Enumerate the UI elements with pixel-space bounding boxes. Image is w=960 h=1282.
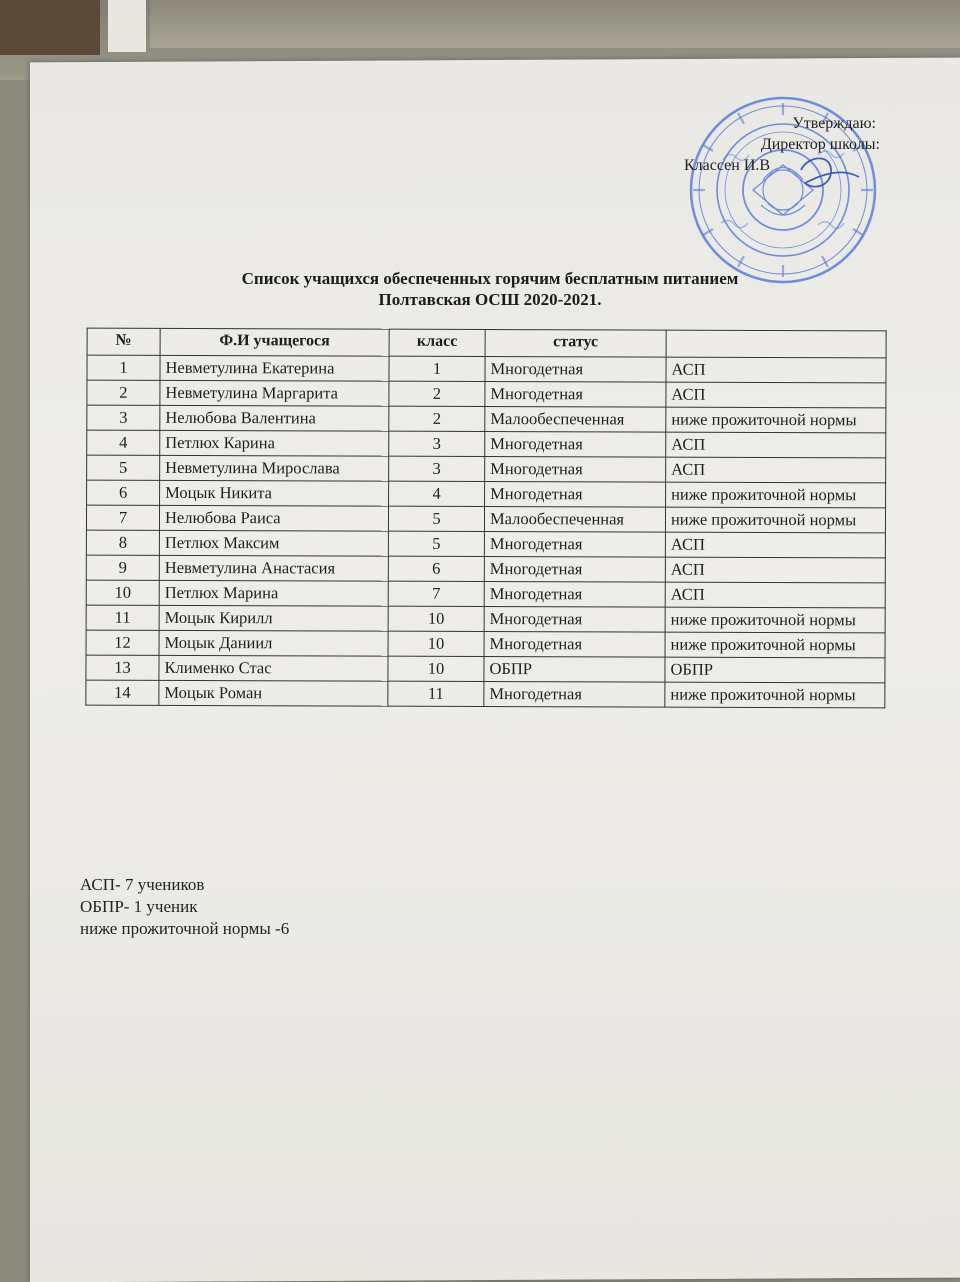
- summary-obpr: ОБПР- 1 ученик: [80, 897, 198, 916]
- cell-name: Невметулина Анастасия: [159, 555, 388, 581]
- summary-block: [80, 874, 289, 940]
- cell-number: 12: [86, 630, 159, 655]
- cell-class: 10: [388, 656, 484, 681]
- header-name: Ф.И учащегося: [160, 328, 389, 356]
- cell-class: 4: [389, 481, 485, 506]
- cell-name: Невметулина Екатерина: [160, 355, 389, 381]
- cell-status: Малообеспеченная: [485, 406, 666, 432]
- table-row: [86, 505, 885, 533]
- cell-status: Многодетная: [485, 481, 666, 507]
- cell-class: 11: [388, 681, 484, 706]
- cell-name: Петлюх Марина: [159, 580, 388, 606]
- cell-note: АСП: [665, 532, 885, 558]
- cell-class: 2: [389, 406, 485, 431]
- header-number: №: [87, 328, 160, 355]
- cell-note: АСП: [665, 582, 885, 608]
- approval-line-name: Классен И.В: [684, 157, 771, 174]
- table-row: [86, 580, 885, 608]
- approval-line-director: Директор школы:: [760, 136, 880, 153]
- title-line-2: Полтавская ОСШ 2020-2021.: [378, 290, 602, 309]
- cell-name: Невметулина Мирослава: [160, 455, 389, 481]
- table-row: [86, 655, 885, 683]
- table-row: [87, 455, 886, 483]
- cell-note: АСП: [666, 457, 886, 483]
- header-note: [666, 330, 886, 358]
- cell-note: АСП: [665, 557, 885, 583]
- cell-number: 14: [86, 680, 159, 705]
- cell-name: Петлюх Карина: [160, 430, 389, 456]
- cell-note: АСП: [666, 432, 886, 458]
- cell-name: Нелюбова Раиса: [159, 505, 388, 531]
- table-row: [87, 405, 886, 433]
- approval-block: [684, 113, 884, 176]
- cell-status: Многодетная: [484, 531, 665, 557]
- cell-number: 6: [87, 480, 160, 505]
- cell-number: 7: [86, 505, 159, 530]
- cell-note: ниже прожиточной нормы: [665, 607, 885, 633]
- cell-number: 2: [87, 380, 160, 405]
- cell-number: 8: [86, 530, 159, 555]
- cell-status: Многодетная: [484, 631, 665, 657]
- cell-number: 10: [86, 580, 159, 605]
- cell-number: 1: [87, 355, 160, 380]
- table-header-row: [87, 328, 886, 358]
- cell-status: Многодетная: [484, 606, 665, 632]
- cell-note: ниже прожиточной нормы: [666, 407, 886, 433]
- cell-status: Многодетная: [485, 456, 666, 482]
- cell-name: Моцык Кирилл: [159, 605, 388, 631]
- cell-name: Петлюх Максим: [159, 530, 388, 556]
- summary-asp: АСП- 7 учеников: [80, 875, 205, 894]
- header-status: статус: [485, 329, 666, 357]
- cell-class: 6: [388, 556, 484, 581]
- cell-class: 1: [389, 356, 485, 381]
- table-row: [87, 480, 886, 508]
- cell-number: 4: [87, 430, 160, 455]
- background-shelf: [0, 0, 100, 55]
- table-row: [86, 555, 885, 583]
- cell-name: Моцык Никита: [160, 480, 389, 506]
- table-row: [86, 630, 885, 658]
- table-row: [87, 380, 886, 408]
- title-line-1: Список учащихся обеспеченных горячим бесплатным питанием: [241, 269, 739, 288]
- cell-class: 7: [388, 581, 484, 606]
- cell-number: 13: [86, 655, 159, 680]
- cell-number: 5: [87, 455, 160, 480]
- cell-class: 5: [388, 531, 484, 556]
- cell-note: ОБПР: [665, 657, 885, 683]
- approval-line-approve: Утверждаю:: [792, 115, 876, 132]
- cell-name: Нелюбова Валентина: [160, 405, 389, 431]
- table-row: [86, 680, 885, 708]
- cell-status: Многодетная: [485, 431, 666, 457]
- cell-name: Моцык Роман: [159, 680, 388, 706]
- cell-name: Клименко Стас: [159, 655, 388, 681]
- cell-status: Малообеспеченная: [484, 506, 665, 532]
- cell-note: ниже прожиточной нормы: [665, 632, 885, 658]
- cell-number: 3: [87, 405, 160, 430]
- cell-note: ниже прожиточной нормы: [665, 507, 885, 533]
- cell-status: Многодетная: [485, 381, 666, 407]
- cell-class: 5: [388, 506, 484, 531]
- cell-status: Многодетная: [485, 356, 666, 382]
- table-row: [87, 430, 886, 458]
- background-surface: [150, 0, 960, 48]
- cell-class: 10: [388, 606, 484, 631]
- cell-status: ОБПР: [484, 656, 665, 682]
- cell-class: 3: [389, 456, 485, 481]
- cell-note: АСП: [666, 357, 886, 383]
- cell-note: ниже прожиточной нормы: [666, 482, 886, 508]
- cell-note: ниже прожиточной нормы: [665, 682, 885, 708]
- table-row: [86, 605, 885, 633]
- cell-status: Многодетная: [484, 681, 665, 707]
- table-row: [86, 530, 885, 558]
- summary-below-minimum: ниже прожиточной нормы -6: [80, 919, 290, 938]
- cell-number: 11: [86, 605, 159, 630]
- document-title: [120, 268, 860, 310]
- header-class: класс: [389, 329, 485, 356]
- students-table: [85, 328, 886, 709]
- cell-class: 2: [389, 381, 485, 406]
- cell-note: АСП: [666, 382, 886, 408]
- cell-class: 10: [388, 631, 484, 656]
- cell-name: Невметулина Маргарита: [160, 380, 389, 406]
- table-row: [87, 355, 886, 383]
- cell-status: Многодетная: [484, 581, 665, 607]
- cell-status: Многодетная: [484, 556, 665, 582]
- background-card: [108, 0, 146, 52]
- cell-class: 3: [389, 431, 485, 456]
- cell-number: 9: [86, 555, 159, 580]
- cell-name: Моцык Даниил: [159, 630, 388, 656]
